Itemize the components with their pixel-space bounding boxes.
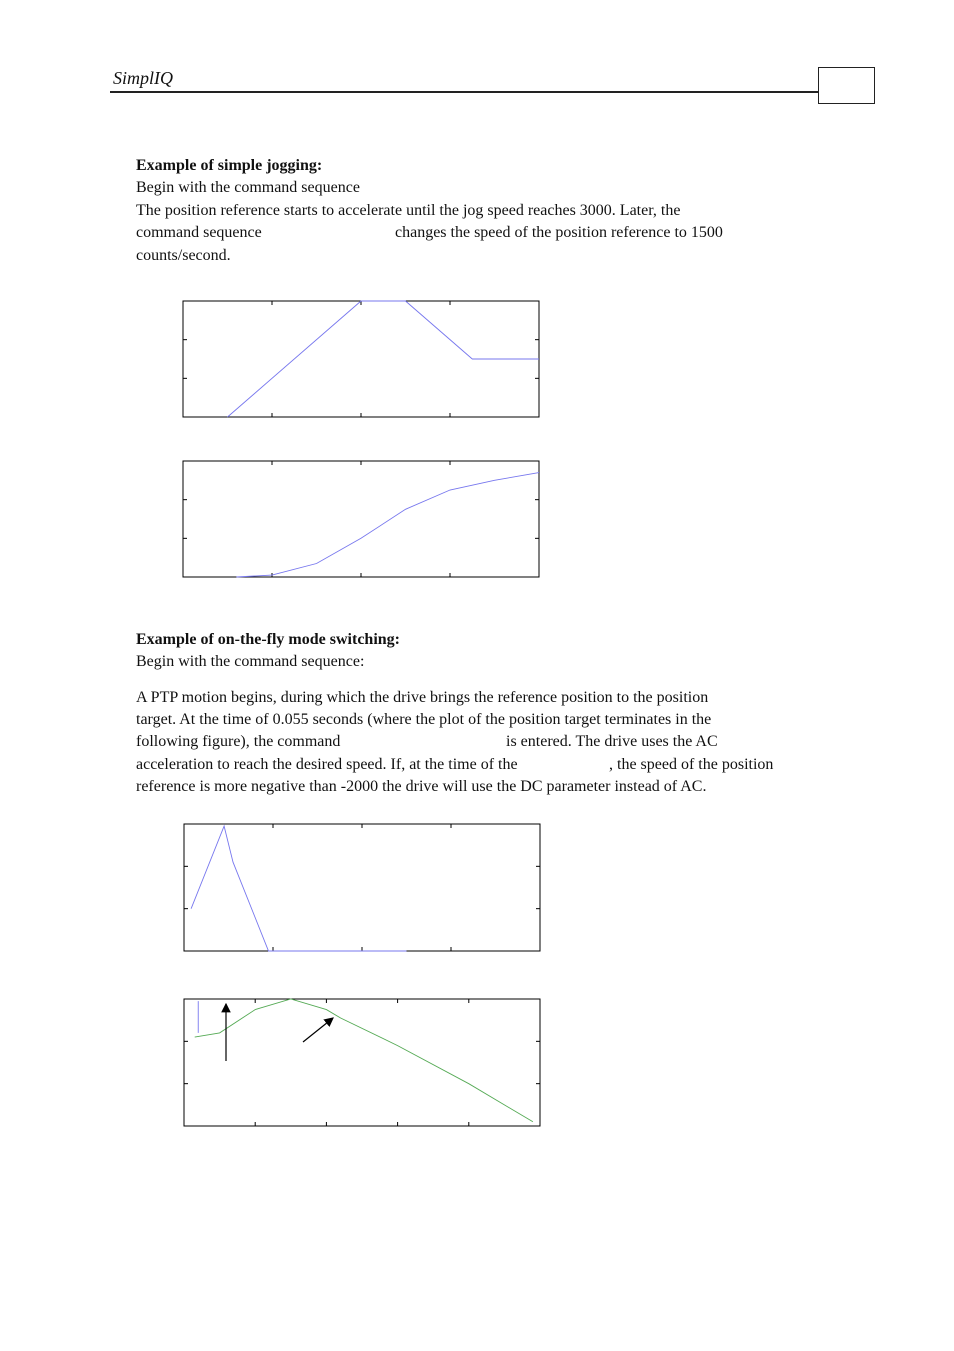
- section2-para-line2: target. At the time of 0.055 seconds (where the plot of the position target terminates in the: [136, 711, 712, 728]
- section2-para-line3b: is entered. The drive uses the AC: [506, 733, 718, 750]
- section1-line1: Begin with the command sequence: [136, 179, 360, 196]
- series-line-0: [236, 473, 539, 577]
- plot-frame: [183, 461, 539, 577]
- section2-line1: Begin with the command sequence:: [136, 653, 365, 670]
- mode-switch-position-plot: [183, 998, 541, 1127]
- series-line-0: [228, 301, 540, 417]
- section2-para-line4b: , the speed of the position: [609, 756, 774, 773]
- section2-para-line4a: acceleration to reach the desired speed. If, at the time of the: [136, 756, 518, 773]
- ptp-velocity-plot: [183, 823, 541, 952]
- series-line-0: [191, 826, 406, 951]
- section2-para-line3a: following figure), the command: [136, 733, 341, 750]
- plot-frame: [184, 824, 540, 951]
- annotation-arrow-diag: [303, 1018, 333, 1042]
- header-title: SimplIQ: [113, 68, 173, 88]
- section1-line3a: command sequence: [136, 224, 262, 241]
- section1-line2: The position reference starts to accelerate until the jog speed reaches 3000. Later, the: [136, 202, 681, 219]
- header-rule: [110, 91, 819, 93]
- section1-line4: counts/second.: [136, 247, 231, 264]
- page-number-box: [818, 67, 875, 104]
- section1-line3b: changes the speed of the position reference to 1500: [395, 224, 723, 241]
- series-line-0: [195, 999, 533, 1122]
- section1-heading: Example of simple jogging:: [136, 157, 323, 174]
- section2-para-line1: A PTP motion begins, during which the drive brings the reference position to the position: [136, 689, 709, 706]
- jog-velocity-plot: [182, 300, 540, 418]
- section2-heading: Example of on-the-fly mode switching:: [136, 631, 400, 648]
- jog-position-plot: [182, 460, 540, 578]
- section2-para-line5: reference is more negative than -2000 the drive will use the DC parameter instead of AC.: [136, 778, 707, 795]
- plot-frame: [184, 999, 540, 1126]
